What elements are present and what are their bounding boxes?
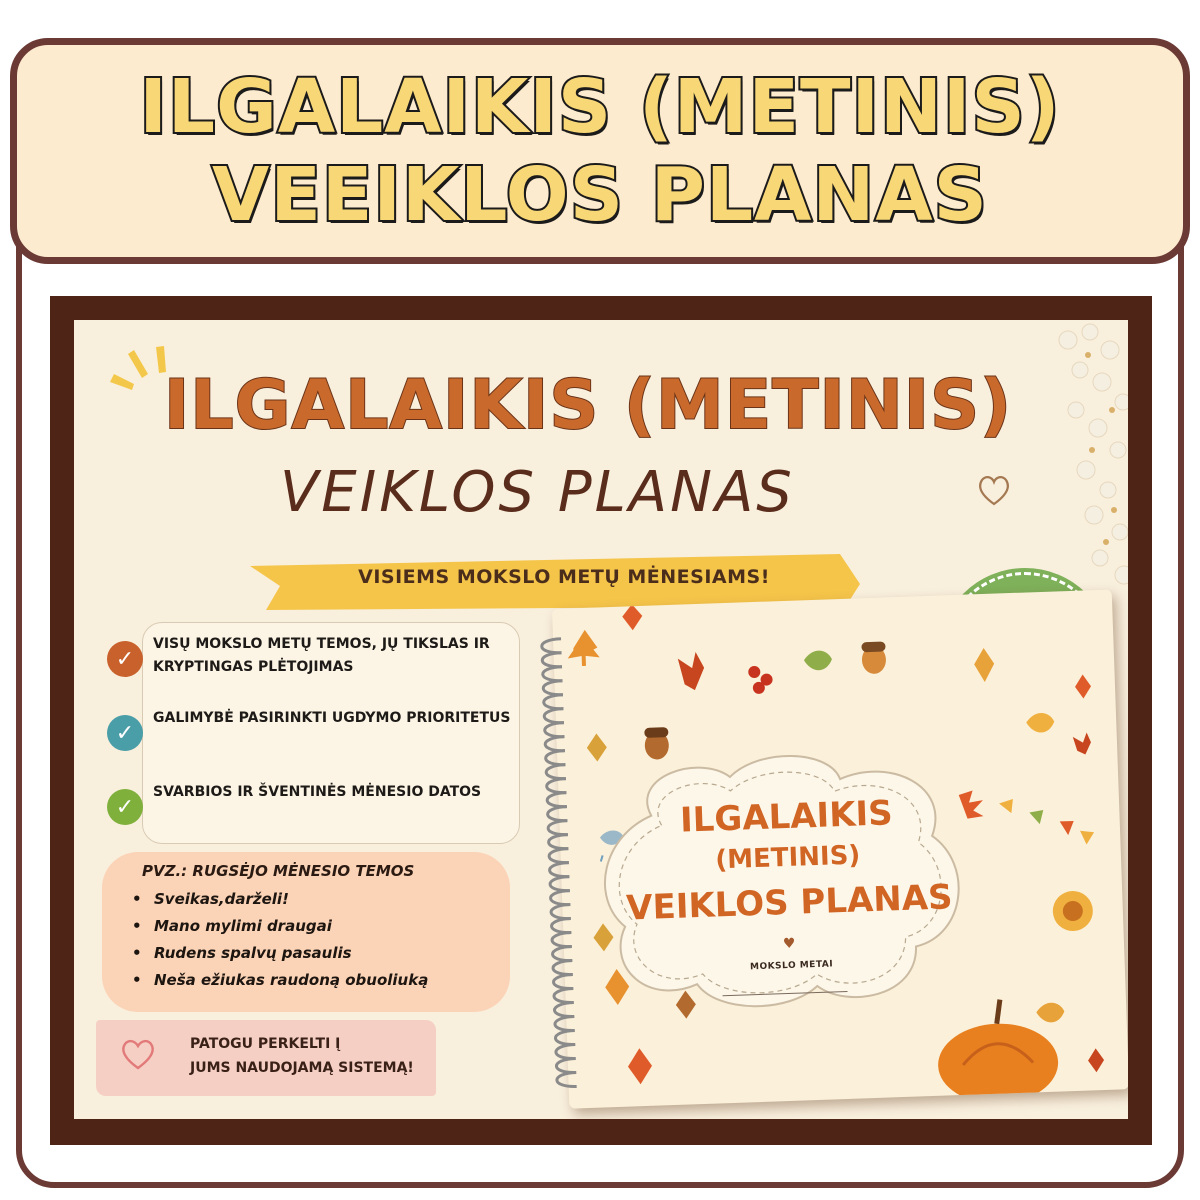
header-title-line2: VEEIKLOS PLANAS [212, 152, 988, 238]
transfer-text [190, 1032, 414, 1080]
checkmark-icon: ✓ [107, 789, 143, 825]
poster-title-line2: VEIKLOS PLANAS [280, 460, 795, 525]
feature-text: SVARBIOS IR ŠVENTINĖS MĖNESIO DATOS [153, 784, 482, 800]
notebook-title-line3: VEIKLOS PLANAS [625, 877, 954, 929]
notebook-years-label: MOKSLO METAI [749, 959, 834, 973]
list-item: • Mano mylimi draugai [132, 913, 428, 940]
checkmark-icon: ✓ [107, 715, 143, 751]
notebook-title-line1: ILGALAIKIS [679, 793, 894, 841]
heart-outline-icon [118, 1036, 158, 1072]
feature-text: VISŲ MOKSLO METŲ TEMOS, JŲ TIKSLAS IR KRYPTINGAS PLĖTOJIMAS [153, 636, 490, 675]
poster [74, 320, 1128, 1119]
list-item: • Rudens spalvų pasaulis [132, 940, 428, 967]
header-banner [10, 38, 1190, 264]
feature-item [115, 633, 513, 679]
checkmark-icon: ✓ [107, 641, 143, 677]
notebook-title-line2: (METINIS) [714, 840, 861, 876]
feature-item [115, 781, 513, 825]
transfer-line2: JUMS NAUDOJAMĄ SISTEMĄ! [190, 1060, 414, 1076]
example-title: PVZ.: RUGSĖJO MĖNESIO TEMOS [142, 862, 415, 880]
transfer-line1: PATOGU PERKELTI Į [190, 1036, 341, 1052]
header-title-line1: ILGALAIKIS (METINIS) [139, 64, 1061, 150]
poster-frame [50, 296, 1152, 1145]
features-card [115, 622, 520, 844]
list-item: • Sveikas,darželi! [132, 886, 428, 913]
poster-title-line1: ILGALAIKIS (METINIS) [164, 366, 1013, 445]
feature-text: GALIMYBĖ PASIRINKTI UGDYMO PRIORITETUS [153, 710, 511, 726]
heart-icon: ♥ [782, 935, 796, 953]
dried-flowers-icon [1028, 320, 1128, 610]
heart-outline-icon [974, 470, 1014, 510]
transfer-card [96, 1020, 436, 1096]
example-card [102, 852, 510, 1012]
example-list [132, 886, 428, 994]
ribbon-text: VISIEMS MOKSLO METŲ MĖNESIAMS! [358, 566, 770, 588]
notebook-mockup [524, 589, 1128, 1119]
list-item: • Neša ežiukas raudoną obuoliuką [132, 967, 428, 994]
feature-item [115, 707, 513, 751]
